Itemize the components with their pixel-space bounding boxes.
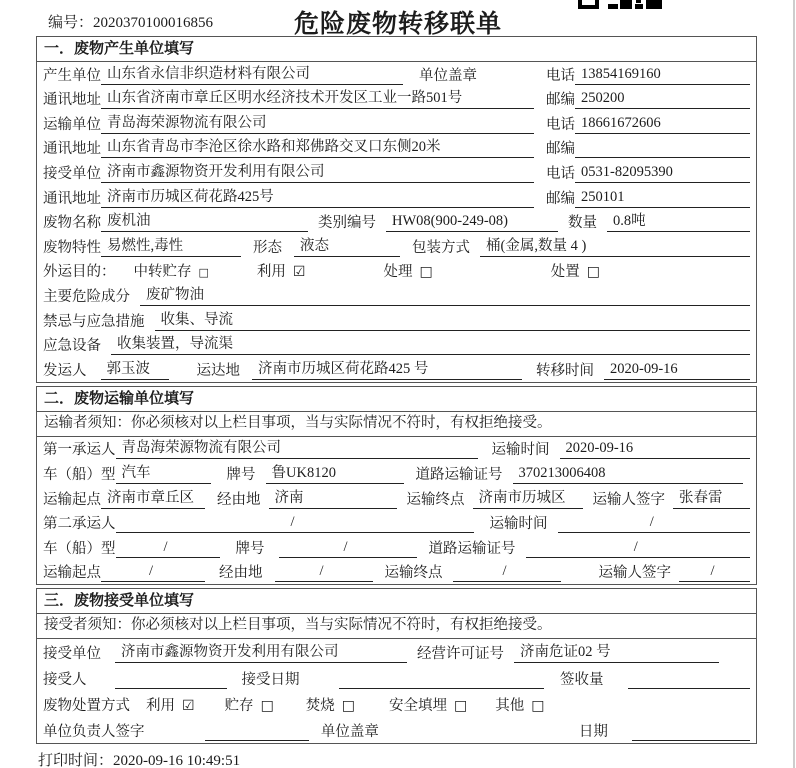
zip3-value: 250101 — [575, 189, 750, 208]
checkbox-disposal-storage: □ — [260, 698, 274, 715]
end2-label: 运输终点 — [384, 565, 443, 582]
disposal-item-label: 贮存 — [224, 698, 254, 715]
s3-stamp-label: 单位盖章 — [320, 724, 379, 741]
checkbox-utilize: ☑ — [292, 264, 306, 281]
disposal-item-label: 安全填埋 — [389, 698, 448, 715]
disposal-item-label: 利用 — [146, 698, 175, 715]
section-transporter-title: 二．废物运输单位填写 — [37, 387, 756, 412]
purpose-item-utilize — [257, 260, 306, 281]
disposal-label: 废物处置方式 — [43, 698, 130, 715]
vehicle2-row — [37, 535, 756, 560]
origin1-value: 济南市章丘区 — [101, 486, 205, 509]
produce-unit-value: 山东省永信非织造材料有限公司 — [101, 62, 403, 85]
disposal-item-other — [495, 694, 544, 715]
checkbox-disposal-incinerate: □ — [341, 698, 356, 715]
checkbox-disposal-landfill: □ — [454, 698, 468, 715]
transport-unit-label: 运输单位 — [43, 116, 101, 133]
time1-value: 2020-09-16 — [560, 440, 751, 459]
receiver-address-row — [37, 185, 756, 210]
shipper-row — [37, 357, 756, 382]
checkbox-disposal-other: □ — [531, 698, 545, 715]
time1-label: 运输时间 — [491, 442, 550, 459]
category-label: 类别编号 — [318, 215, 376, 232]
packing-value: 桶(金属,数量 4 ) — [480, 234, 750, 257]
waste-trait-value: 易燃性,毒性 — [101, 234, 241, 257]
sign-amount-label: 签收量 — [560, 672, 604, 689]
sign1-value: 张春雷 — [673, 486, 750, 509]
print-time-label: 打印时间： — [38, 753, 114, 768]
via2-label: 经由地 — [219, 565, 263, 582]
checkbox-dispose: □ — [586, 264, 600, 281]
zip3-label: 邮编 — [546, 190, 575, 207]
purpose-item-treat — [383, 260, 432, 281]
addr3-value: 济南市历城区荷花路425号 — [101, 185, 534, 208]
disposal-row — [37, 691, 756, 717]
section-producer-title: 一．废物产生单位填写 — [37, 37, 756, 62]
phone2-value: 18661672606 — [575, 115, 750, 134]
packing-label: 包装方式 — [412, 239, 470, 256]
waste-trait-row — [37, 234, 756, 259]
section-receiver-title: 三．废物接受单位填写 — [37, 589, 756, 614]
vehicle1-label: 车（船）型 — [43, 466, 116, 483]
shipper-label: 发运人 — [43, 362, 87, 379]
quantity-value: 0.8吨 — [607, 209, 750, 232]
phone3-label: 电话 — [546, 165, 575, 182]
equip-row — [37, 333, 756, 358]
checkbox-treat: □ — [419, 264, 433, 281]
disposal-item-label: 其他 — [495, 698, 525, 715]
disposal-item-landfill — [389, 694, 467, 715]
end2-value: / — [453, 563, 561, 582]
head-sign-label: 单位负责人签字 — [43, 724, 145, 741]
zip2-label: 邮编 — [546, 141, 575, 158]
form-value: 液态 — [294, 234, 400, 257]
disposal-item-utilize — [146, 694, 195, 715]
time2-value: / — [558, 514, 751, 533]
section-producer — [36, 36, 757, 383]
end1-label: 运输终点 — [406, 491, 465, 508]
transporter-unit-row — [37, 111, 756, 136]
checkbox-disposal-utilize: ☑ — [182, 698, 195, 715]
quantity-label: 数量 — [568, 215, 597, 232]
dest-label: 运达地 — [196, 362, 240, 379]
transporter-notice: 运输者须知：你必须核对以上栏目事项，当与实际情况不符时，有权拒绝接受。 — [37, 412, 756, 437]
receive-unit-label: 接受单位 — [43, 165, 101, 182]
via1-value: 济南 — [269, 486, 397, 509]
receiver-label: 接受人 — [43, 672, 87, 689]
receive-date-value — [339, 672, 544, 689]
addr2-value: 山东省青岛市李沧区徐水路和郑佛路交叉口东侧20米 — [101, 135, 534, 158]
producer-unit-row — [37, 62, 756, 87]
purpose-row — [37, 259, 756, 284]
receive-unit-row — [37, 639, 756, 665]
time2-label: 运输时间 — [489, 516, 548, 533]
disposal-item-label: 焚烧 — [305, 698, 335, 715]
category-value: HW08(900-249-08) — [386, 213, 558, 232]
transfer-time-value: 2020-09-16 — [604, 361, 750, 380]
origin1-label: 运输起点 — [43, 491, 101, 508]
carrier1-value: 青岛海荣源物流有限公司 — [116, 436, 478, 459]
purpose-item-label: 利用 — [256, 264, 286, 281]
receiver-value — [115, 672, 228, 689]
addr1-label: 通讯地址 — [43, 92, 101, 109]
serial-label: 编号： — [48, 15, 94, 31]
vehicle2-label: 车（船）型 — [43, 540, 116, 557]
section-receiver — [36, 588, 757, 744]
taboo-value: 收集、导流 — [155, 308, 751, 331]
checkbox-transfer-storage: □ — [198, 266, 209, 280]
zip2-value — [575, 141, 750, 158]
receiver-notice: 接受者须知：你必须核对以上栏目事项，当与实际情况不符时，有权拒绝接受。 — [37, 614, 756, 639]
form-label: 形态 — [253, 239, 282, 256]
dest-value: 济南市历城区荷花路425 号 — [252, 357, 522, 380]
disposal-item-storage — [225, 694, 274, 715]
purpose-item-label: 处置 — [550, 264, 580, 281]
license-value: 济南危证02 号 — [514, 640, 719, 663]
transporter-address-row — [37, 136, 756, 161]
s3-receive-unit-value: 济南市鑫源物资开发利用有限公司 — [115, 640, 407, 663]
addr2-label: 通讯地址 — [43, 141, 101, 158]
license-label: 经营许可证号 — [417, 646, 504, 663]
roadcert2-label: 道路运输证号 — [428, 540, 516, 557]
print-time-value: 2020-09-16 10:49:51 — [113, 753, 241, 768]
producer-address-row — [37, 87, 756, 112]
plate2-value: / — [279, 539, 417, 558]
head-sign-row — [37, 717, 756, 743]
serial-value: 2020370100016856 — [93, 15, 214, 31]
carrier1-row — [37, 437, 756, 462]
page-edge-line — [793, 0, 795, 768]
phone3-value: 0531-82095390 — [575, 164, 750, 183]
via2-value: / — [275, 563, 373, 582]
roadcert1-label: 道路运输证号 — [415, 466, 503, 483]
manifest-form — [36, 36, 757, 744]
origin2-value: / — [101, 563, 205, 582]
carrier2-row — [37, 511, 756, 536]
carrier1-label: 第一承运人 — [43, 442, 116, 459]
s3-receive-unit-label: 接受单位 — [43, 646, 101, 663]
hazard-row — [37, 283, 756, 308]
phone1-label: 电话 — [546, 67, 575, 84]
vehicle1-value: 汽车 — [116, 461, 211, 484]
head-sign-value — [205, 724, 309, 741]
route2-row — [37, 560, 756, 585]
receiver-person-row — [37, 665, 756, 691]
vehicle1-row — [37, 461, 756, 486]
disposal-item-incinerate — [306, 694, 355, 715]
date-label: 日期 — [578, 724, 608, 741]
taboo-label: 禁忌与应急措施 — [43, 313, 145, 330]
sign1-label: 运输人签字 — [592, 491, 665, 508]
phone2-label: 电话 — [546, 116, 575, 133]
vehicle2-value: / — [116, 539, 220, 558]
sign2-value: / — [679, 563, 750, 582]
zip1-value: 250200 — [575, 90, 750, 109]
purpose-item-label: 中转贮存 — [133, 264, 192, 281]
carrier2-value: / — [116, 514, 474, 533]
receiver-unit-row — [37, 160, 756, 185]
qr-code-fragment — [578, 0, 662, 9]
waste-name-value: 废机油 — [101, 209, 308, 232]
end1-value: 济南市历城区 — [473, 486, 583, 509]
hazard-label: 主要危险成分 — [43, 288, 130, 305]
section-transporter — [36, 386, 757, 586]
date-value — [632, 724, 750, 741]
addr1-value: 山东省济南市章丘区明水经济技术开发区工业一路501号 — [101, 86, 534, 109]
phone1-value: 13854169160 — [575, 66, 750, 85]
roadcert1-value: 370213006408 — [513, 465, 743, 484]
print-time — [38, 749, 796, 768]
carrier2-label: 第二承运人 — [43, 516, 116, 533]
sign2-label: 运输人签字 — [598, 565, 671, 582]
page-title: 危险废物转移联单 — [293, 11, 502, 38]
purpose-item-label: 处理 — [383, 264, 413, 281]
zip1-label: 邮编 — [546, 92, 575, 109]
waste-trait-label: 废物特性 — [43, 239, 101, 256]
equip-label: 应急设备 — [43, 338, 101, 355]
receive-unit-value: 济南市鑫源物资开发利用有限公司 — [101, 160, 534, 183]
taboo-row — [37, 308, 756, 333]
purpose-item-transfer-storage — [134, 260, 209, 281]
equip-value: 收集装置，导流渠 — [111, 332, 750, 355]
addr3-label: 通讯地址 — [43, 190, 101, 207]
plate2-label: 牌号 — [235, 540, 265, 557]
plate1-label: 牌号 — [226, 466, 256, 483]
origin2-label: 运输起点 — [43, 565, 101, 582]
document-header — [0, 0, 796, 36]
waste-name-label: 废物名称 — [43, 215, 101, 232]
transfer-time-label: 转移时间 — [536, 362, 594, 379]
purpose-label: 外运目的： — [43, 264, 116, 281]
shipper-value: 郭玉波 — [101, 357, 169, 380]
transport-unit-value: 青岛海荣源物流有限公司 — [101, 111, 534, 134]
unit-stamp-label: 单位盖章 — [419, 67, 477, 84]
plate1-value: 鲁UK8120 — [266, 461, 404, 484]
roadcert2-value: / — [526, 539, 751, 558]
route1-row — [37, 486, 756, 511]
receive-date-label: 接受日期 — [241, 672, 300, 689]
sign-amount-value — [628, 672, 751, 689]
hazard-value: 废矿物油 — [140, 283, 750, 306]
waste-name-row — [37, 210, 756, 235]
produce-unit-label: 产生单位 — [43, 67, 101, 84]
via1-label: 经由地 — [217, 491, 261, 508]
purpose-item-dispose — [551, 260, 600, 281]
